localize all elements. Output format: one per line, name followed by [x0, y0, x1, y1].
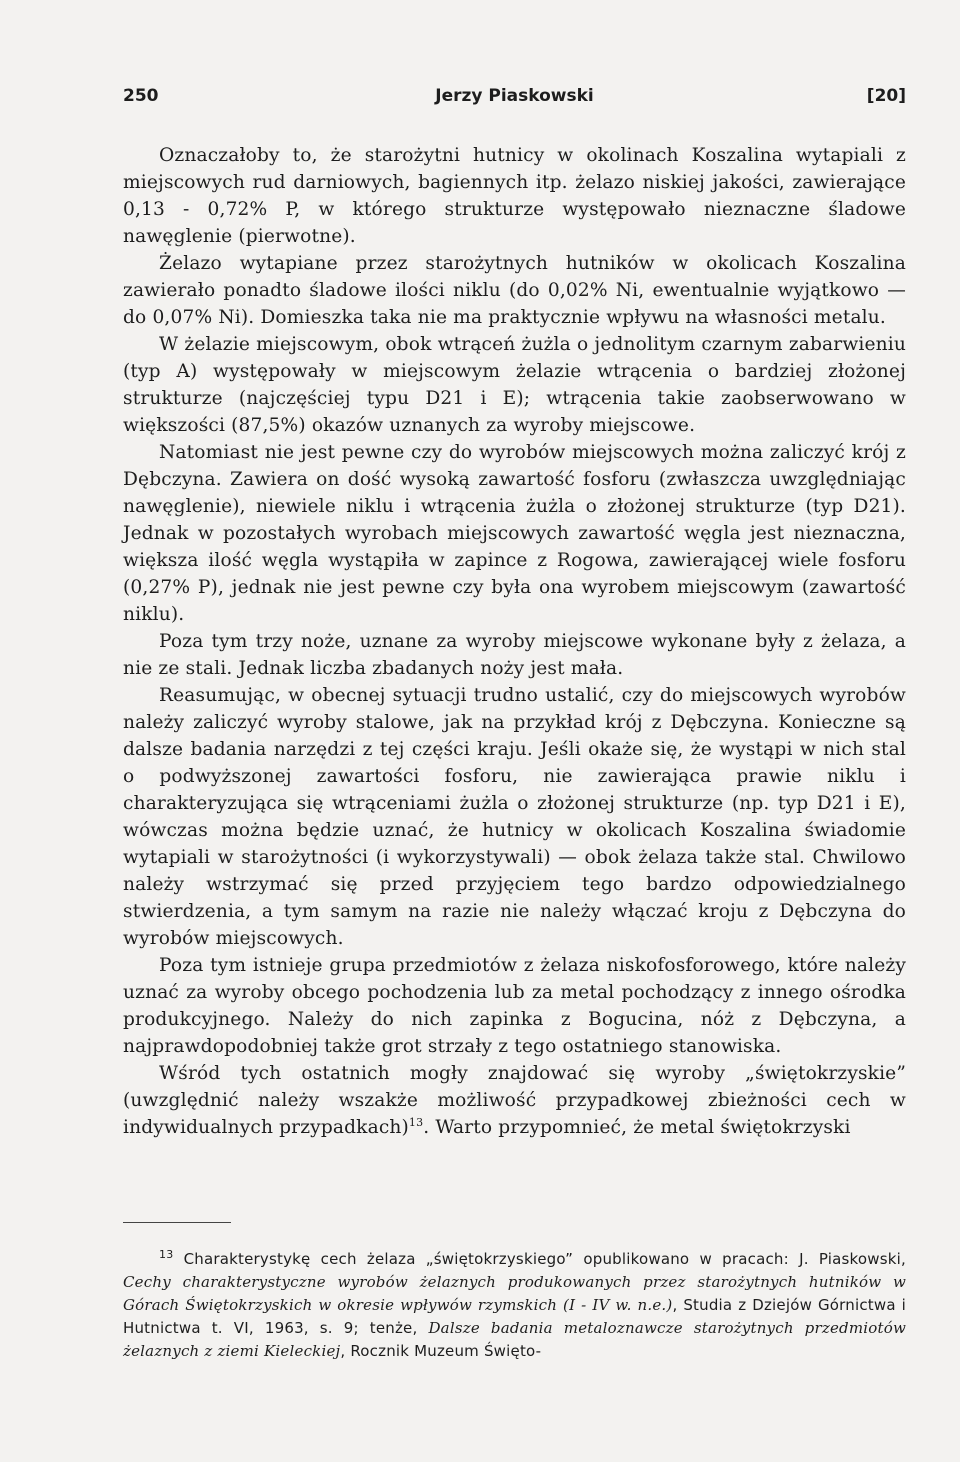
section-reference: [20] [866, 86, 906, 106]
running-header [123, 86, 906, 116]
paragraph [123, 1060, 906, 1141]
paragraph: Poza tym istnieje grupa przedmiotów z żelaza niskofosforowego, które należy uznać za wyroby obcego pochodzenia lub za metal pochodzący z innego ośrodka produkcyjnego. Należy do nich zapinka z Bogucina, nóż z Dębczyna, a najprawdopodobniej także grot strzały z tego ostatniego stanowiska. [123, 955, 906, 1057]
paragraph: W żelazie miejscowym, obok wtrąceń żużla o jednolitym czarnym zabarwieniu (typ A) występowały w miejscowym żelazie wtrącenia o bardziej złożonej strukturze (najczęściej typu D21 i E); wtrącenia takie zaobserwowano w większości (87,5%) okazów uznanych za wyroby miejscowe. [123, 334, 906, 436]
cited-title: Cechy charakterystyczne wyrobów żelaznych produkowanych przez starożytnych hutników w Górach Świętokrzyskich w okresie wpływów rzymskich (I - IV w. n.e.) [123, 1273, 906, 1314]
footnote-text: , Studia z Dziejów Górnictwa i Hutnictwa t. VI, 1963, s. 9; tenże, [123, 1296, 906, 1337]
author-name: Jerzy Piaskowski [435, 86, 594, 106]
page-number: 250 [123, 86, 159, 106]
paragraph: Natomiast nie jest pewne czy do wyrobów miejscowych można zaliczyć krój z Dębczyna. Zawiera on dość wysoką zawartość fosforu (zwłaszcza uwzględniając nawęglenie), niewiele niklu i wtrącenia żużla o złożonej strukturze (typ D21). Jednak w pozostałych wyrobach miejscowych zawartość węgla jest nieznaczna, większa ilość węgla wystąpiła w zapince z Rogowa, zawierającej wiele fosforu (0,27% P), jednak nie jest pewne czy była ona wyrobem miejscowym (zawartość niklu). [123, 442, 906, 625]
paragraph-text: Wśród tych ostatnich mogły znajdować się wyroby „świętokrzyskie” (uwzględnić należy wszakże możliwość przypadkowej zbieżności cech w indywidualnych przypadkach) [123, 1063, 906, 1138]
footnote-reference: 13 [408, 1115, 424, 1129]
paragraph: Oznaczałoby to, że starożytni hutnicy w okolinach Koszalina wytapiali z miejscowych rud darniowych, bagiennych itp. żelazo niskiej jakości, zawierające 0,13 - 0,72% P, w którego strukturze występowało nieznaczne śladowe nawęglenie (pierwotne). [123, 145, 906, 247]
paragraph-text: . Warto przypomnieć, że metal świętokrzyski [423, 1117, 851, 1138]
footnote-marker: 13 [159, 1248, 174, 1261]
paragraph: Poza tym trzy noże, uznane za wyroby miejscowe wykonane były z żelaza, a nie ze stali. Jednak liczba zbadanych noży jest mała. [123, 631, 906, 679]
main-text [123, 142, 906, 1141]
cited-title: Dalsze badania metaloznawcze starożytnych przedmiotów żelaznych z ziemi Kieleckiej [123, 1319, 906, 1360]
footnote-text: Charakterystykę cech żelaza „świętokrzyskiego” opublikowano w pracach: J. Piaskowski, [173, 1250, 906, 1268]
footnote-separator [123, 1222, 231, 1223]
paragraph: Reasumując, w obecnej sytuacji trudno ustalić, czy do miejscowych wyrobów należy zaliczyć wyroby stalowe, jak na przykład krój z Dębczyna. Konieczne są dalsze badania narzędzi z tej części kraju. Jeśli okaże się, że wystąpi w nich stal o podwyższonej zawartości fosforu, nie zawierająca prawie niklu i charakteryzująca się wtrąceniami żużla o złożonej strukturze (np. typ D21 i E), wówczas można będzie uznać, że hutnicy w okolicach Koszalina świadomie wytapiali w starożytności (i wykorzystywali) — obok żelaza także stal. Chwilowo należy wstrzymać się przed przyjęciem tego bardzo odpowiedzialnego stwierdzenia, a tym samym na razie nie należy włączać kroju z Dębczyna do wyrobów miejscowych. [123, 685, 906, 949]
paragraph: Żelazo wytapiane przez starożytnych hutników w okolicach Koszalina zawierało ponadto śladowe ilości niklu (do 0,02% Ni, ewentualnie wyjątkowo — do 0,07% Ni). Domieszka taka nie ma praktycznie wpływu na własności metalu. [123, 253, 906, 328]
footnote-text: , Rocznik Muzeum Święto- [340, 1342, 542, 1360]
footnote [123, 1248, 906, 1363]
